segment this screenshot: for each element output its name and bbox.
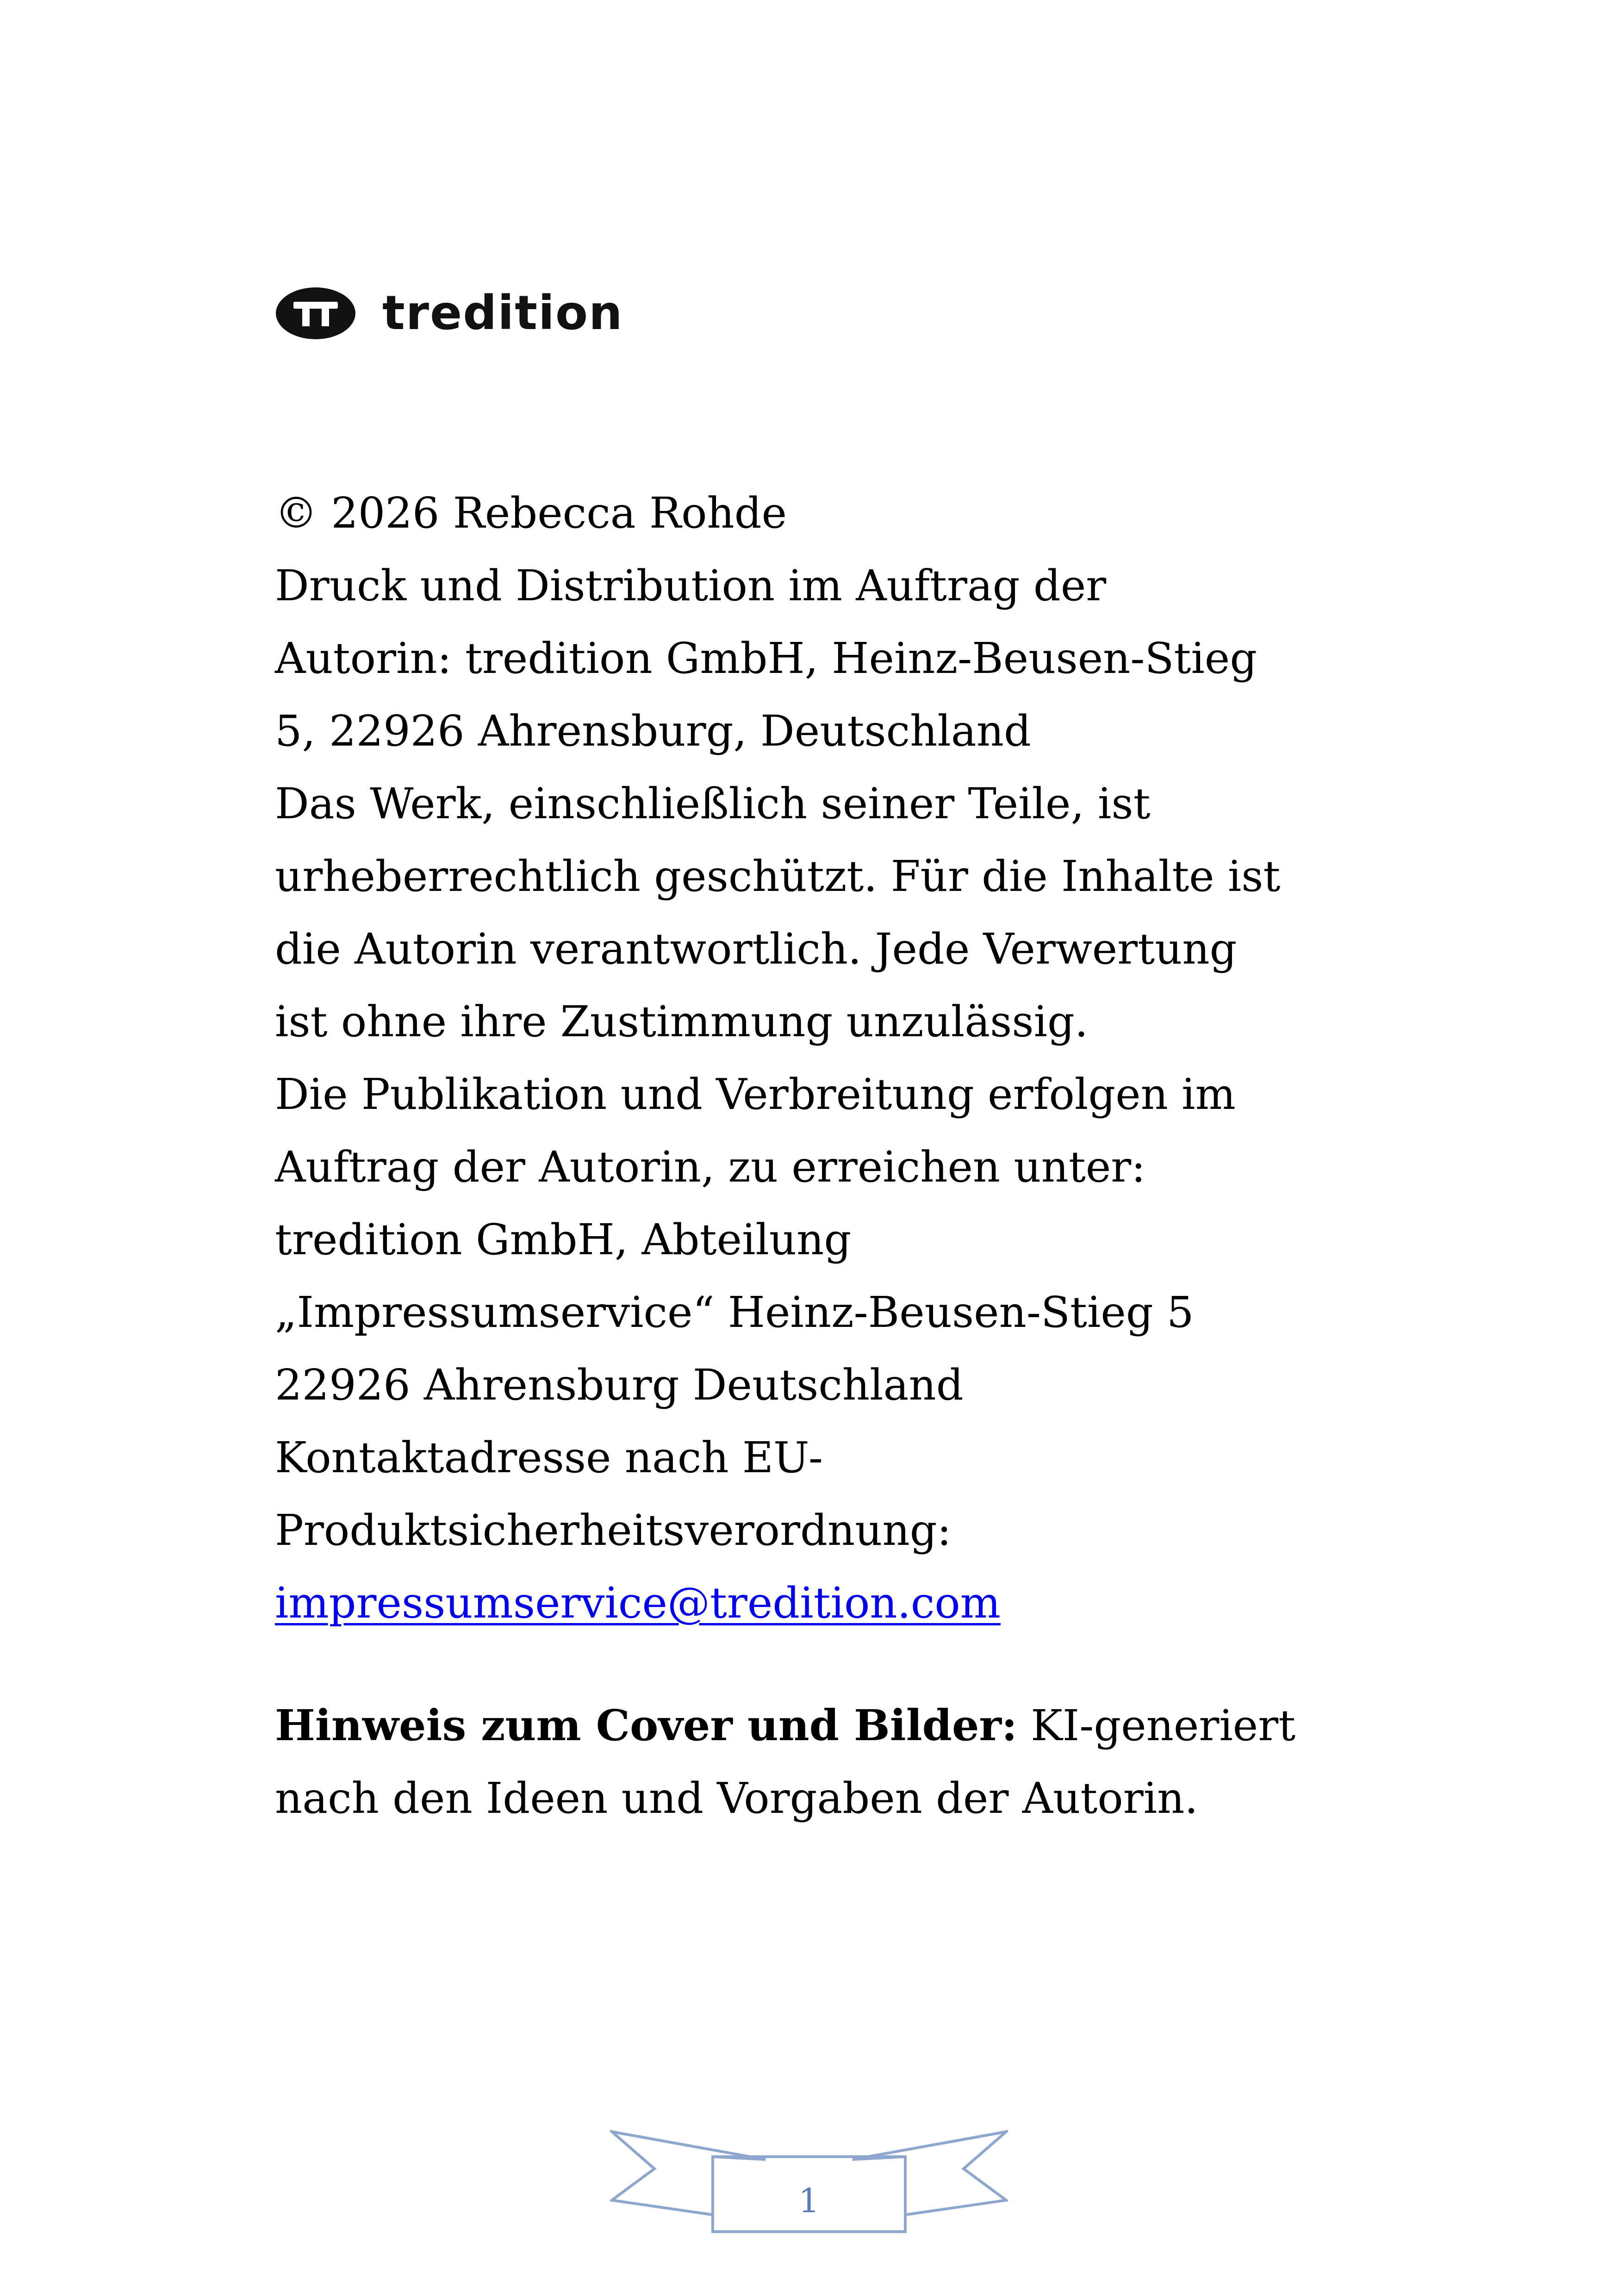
email-link[interactable]: impressumservice@tredition.com xyxy=(275,1578,1001,1628)
imprint-line: tredition GmbH, Abteilung xyxy=(275,1215,852,1264)
imprint-line: die Autorin verantwortlich. Jede Verwertung xyxy=(275,924,1237,974)
imprint-line: ist ohne ihre Zustimmung unzulässig. xyxy=(275,997,1089,1046)
cover-note xyxy=(275,1689,1409,1835)
imprint-line: 22926 Ahrensburg Deutschland xyxy=(275,1360,964,1410)
imprint-line: Die Publikation und Verbreitung erfolgen im xyxy=(275,1070,1236,1119)
cover-note-text: KI-generiert xyxy=(1017,1701,1296,1750)
tredition-logo-icon xyxy=(275,286,356,340)
imprint-block xyxy=(275,477,1409,1639)
imprint-line: Auftrag der Autorin, zu erreichen unter: xyxy=(275,1142,1146,1192)
imprint-line: Druck und Distribution im Auftrag der xyxy=(275,561,1107,610)
tredition-logo xyxy=(275,286,623,340)
imprint-line: Produktsicherheitsverordnung: xyxy=(275,1506,952,1555)
imprint-line: urheberrechtlich geschützt. Für die Inhalte ist xyxy=(275,852,1281,901)
imprint-line: „Impressumservice“ Heinz-Beusen-Stieg 5 xyxy=(275,1288,1194,1337)
logo-text: tredition xyxy=(382,286,623,341)
cover-note-line-1 xyxy=(275,1689,1409,1762)
copyright-line: © 2026 Rebecca Rohde xyxy=(275,488,787,538)
cover-note-line-2: nach den Ideen und Vorgaben der Autorin. xyxy=(275,1773,1198,1823)
imprint-line: 5, 22926 Ahrensburg, Deutschland xyxy=(275,706,1031,756)
page-number: 1 xyxy=(798,2181,820,2220)
imprint-line: Kontaktadresse nach EU- xyxy=(275,1433,823,1482)
imprint-line: Das Werk, einschließlich seiner Teile, ist xyxy=(275,779,1151,828)
cover-note-label: Hinweis zum Cover und Bilder: xyxy=(275,1700,1017,1750)
imprint-line: Autorin: tredition GmbH, Heinz-Beusen-Stieg xyxy=(275,634,1257,683)
